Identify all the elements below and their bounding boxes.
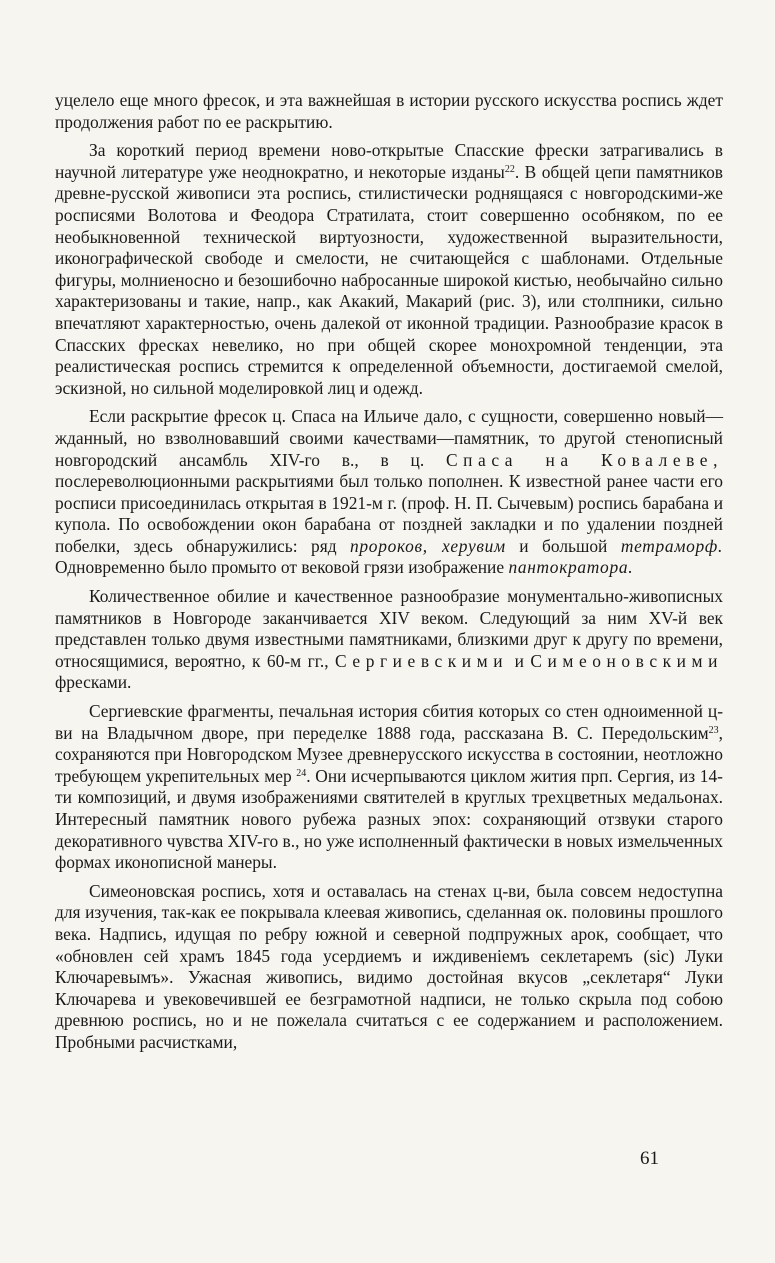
- paragraph-5: Сергиевские фрагменты, печальная история сбития которых со стен одноименной ц-ви на Владычном дворе, при переделке 1888 года, рассказана В. С. Передольским$^{23}$, сохраняются при Новгородском Музее древнерусского искусства в состоянии, неотложно требующем укрепительных мер $^{24}$. Они исчерпываются циклом жития прп. Сергия, из 14-ти композиций, и двумя изображениями святителей в круглых трехцветных медальонах. Интересный памятник нового рубежа разных эпох: сохраняющий отзвуки старого декоративного чувства XIV-го в., но уже исполненный фактически в новых измельченных формах иконописной манеры.: [55, 701, 723, 873]
- paragraph-1: уцелело еще много фресок, и эта важнейшая в истории русского искусства роспись ждет продолжения работ по ее раскрытию.: [55, 90, 723, 132]
- body-text: [55, 90, 723, 1054]
- footnote-ref-23: 23: [708, 724, 719, 736]
- paragraph-3: Если раскрытие фресок ц. Спаса на Ильиче дало, с сущности, совершенно новый—жданный, но взволновавший своими качествами—памятник, то другой стенописный новгородский ансамбль XIV-го в., в ц. Спаса на Ковалеве, послереволюционными раскрытиями был только пополнен. К известной ранее части его росписи присоединилась открытая в 1921-м г. (проф. Н. П. Сычевым) роспись барабана и купола. По освобождении окон барабана от поздней закладки и по удалении поздней побелки, здесь обнаружились: ряд пророков, херувим и большой тетраморф. Одновременно было промыто от вековой грязи изображение пантократора.: [55, 406, 723, 578]
- footnote-ref-22: 22: [504, 163, 515, 175]
- italic-term: пророков, херувим: [350, 535, 506, 556]
- italic-term: тетраморф.: [620, 535, 723, 556]
- page-number: 61: [640, 1148, 659, 1169]
- spaced-term: Симеоновскими: [530, 650, 723, 671]
- church-name-spaced: Спаса на Ковалеве,: [445, 449, 723, 470]
- paragraph-2: За короткий период времени ново-открытые Спасские фрески затрагивались в научной литературе уже неоднократно, и некоторые изданы$^{22}$. В общей цепи памятников древне-русской живописи эта роспись, стилистически роднящаяся с новгородскими-же росписями Волотова и Феодора Стратилата, стоит совершенно особняком, по ее необыкновенной технической виртуозности, художественной выразительности, иконографической свободе и смелости, не считающейся с шаблонами. Отдельные фигуры, молниеносно и безошибочно набросанные широкой кистью, необычайно сильно характеризованы и такие, напр., как Акакий, Макарий (рис. 3), или столпники, сильно впечатляют характерностью, очень далекой от иконной традиции. Разнообразие красок в Спасских фресках невелико, но при общей скорее монохромной тенденции, эта реалистическая роспись стремится к определенной объемности, достигаемой смелой, эскизной, но сильной моделировкой лиц и одежд.: [55, 140, 724, 398]
- italic-term: пантократора.: [508, 557, 634, 578]
- paragraph-4: Количественное обилие и качественное разнообразие монументально-живописных памятников в Новгороде заканчивается XIV веком. Следующий за ним XV-й век представлен только двумя известными памятниками, близкими друг к другу по времени, относящимися, вероятно, к 60-м гг., Сергиевскими и Симеоновскими фресками.: [55, 586, 723, 693]
- paragraph-6: Симеоновская роспись, хотя и оставалась на стенах ц-ви, была совсем недоступна для изучения, так-как ее покрывала клеевая живопись, сделанная ок. половины прошлого века. Надпись, идущая по ребру южной и северной подпружных арок, сообщает, что «обновлен сей храмъ 1845 года усердиемъ и иждивенiемъ секлетаремъ (sic) Луки Ключаревымъ». Ужасная живопись, видимо достойная вкусов „секлетаря“ Луки Ключарева и увековечившей ее безграмотной надписи, не только скрыла под собою древнюю роспись, но и не пожелала считаться с ее содержанием и расположением. Пробными расчистками,: [55, 880, 723, 1052]
- footnote-ref-24: 24: [296, 767, 307, 779]
- spaced-term: Сергиевскими: [335, 650, 509, 671]
